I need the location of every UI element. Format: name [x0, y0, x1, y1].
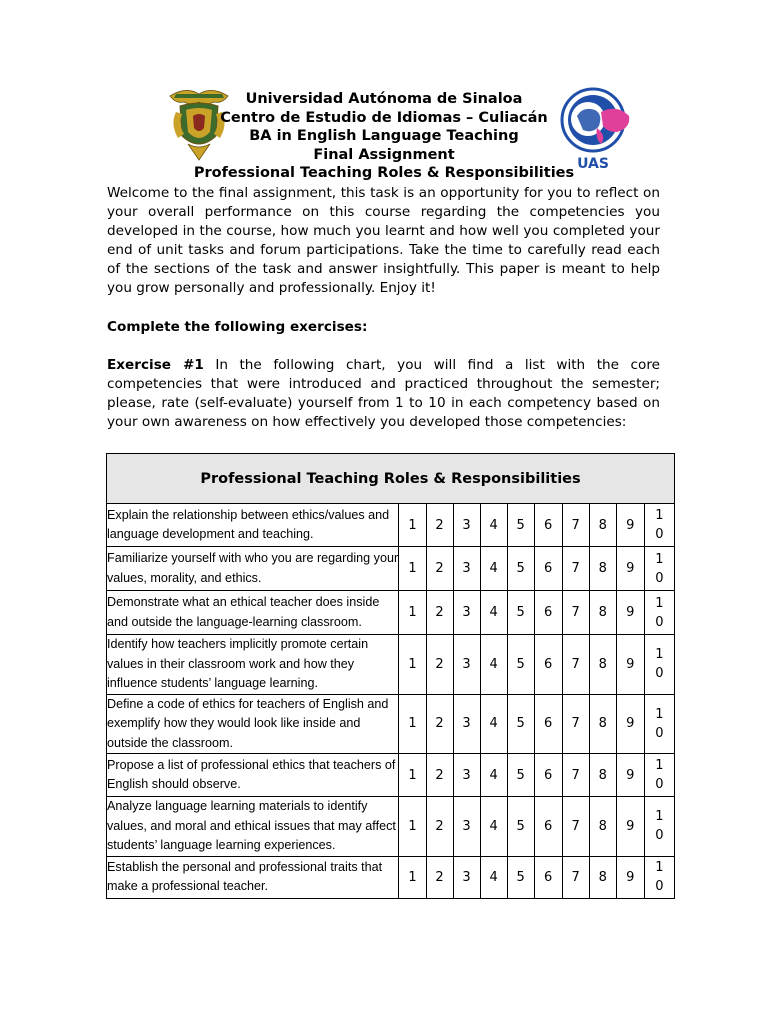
- rating-option-1[interactable]: 1: [399, 547, 426, 591]
- competency-text: Demonstrate what an ethical teacher does inside and outside the language-learning classroom.: [107, 591, 399, 635]
- rating-option-8[interactable]: 8: [589, 635, 616, 695]
- rating-option-5[interactable]: 5: [507, 547, 534, 591]
- rating-option-5[interactable]: 5: [507, 694, 534, 754]
- complete-heading: Complete the following exercises:: [107, 319, 368, 335]
- rating-option-6[interactable]: 6: [534, 754, 562, 797]
- table-row: [107, 754, 675, 797]
- header-topic: Professional Teaching Roles & Responsibilities: [193, 165, 575, 181]
- rating-option-7[interactable]: 7: [562, 797, 589, 857]
- rating-option-1[interactable]: 1: [399, 504, 426, 547]
- table-row: [107, 694, 675, 754]
- rating-option-2[interactable]: 2: [426, 797, 453, 857]
- document-header: [0, 90, 768, 183]
- rating-option-5[interactable]: 5: [507, 504, 534, 547]
- rating-option-10[interactable]: 1 0: [644, 694, 674, 754]
- rating-option-3[interactable]: 3: [453, 694, 480, 754]
- rating-option-9[interactable]: 9: [616, 591, 644, 635]
- rating-option-9[interactable]: 9: [616, 694, 644, 754]
- competency-text: Propose a list of professional ethics that teachers of English should observe.: [107, 754, 399, 797]
- table-title: Professional Teaching Roles & Responsibilities: [107, 454, 675, 504]
- rating-option-8[interactable]: 8: [589, 754, 616, 797]
- rating-option-8[interactable]: 8: [589, 591, 616, 635]
- rating-option-4[interactable]: 4: [480, 797, 507, 857]
- rating-option-2[interactable]: 2: [426, 754, 453, 797]
- rating-option-4[interactable]: 4: [480, 591, 507, 635]
- rating-option-7[interactable]: 7: [562, 856, 589, 898]
- rating-option-7[interactable]: 7: [562, 635, 589, 695]
- intro-paragraph: Welcome to the final assignment, this task is an opportunity for you to reflect on your overall performance on this course regarding the competencies you developed in the course, how much you learnt and how well you completed your end of unit tasks and forum participations. Take the time to carefully read each of the sections of the task and answer insightfully. This paper is meant to help you grow personally and professionally. Enjoy it!: [107, 185, 660, 296]
- rating-option-4[interactable]: 4: [480, 754, 507, 797]
- rating-option-4[interactable]: 4: [480, 504, 507, 547]
- rating-option-1[interactable]: 1: [399, 694, 426, 754]
- rating-option-3[interactable]: 3: [453, 591, 480, 635]
- rating-option-6[interactable]: 6: [534, 856, 562, 898]
- rating-option-10[interactable]: 1 0: [644, 797, 674, 857]
- exercise-label: Exercise #1: [107, 357, 204, 373]
- rating-option-5[interactable]: 5: [507, 635, 534, 695]
- rating-option-2[interactable]: 2: [426, 635, 453, 695]
- rating-option-5[interactable]: 5: [507, 591, 534, 635]
- header-assignment: Final Assignment: [313, 146, 455, 163]
- table-row: [107, 856, 675, 898]
- table-row: [107, 797, 675, 857]
- rating-option-3[interactable]: 3: [453, 754, 480, 797]
- rating-option-8[interactable]: 8: [589, 856, 616, 898]
- rating-option-10[interactable]: 1 0: [644, 754, 674, 797]
- table-row: [107, 504, 675, 547]
- competency-text: Identify how teachers implicitly promote certain values in their classroom work and how they influence students’ language learning.: [107, 635, 399, 695]
- rating-option-6[interactable]: 6: [534, 797, 562, 857]
- rating-option-6[interactable]: 6: [534, 547, 562, 591]
- rating-option-6[interactable]: 6: [534, 504, 562, 547]
- rating-option-4[interactable]: 4: [480, 635, 507, 695]
- exercise-text: In the following chart, you will find a list with the core competencies that were introduced and practiced throughout the semester; please, rate (self-evaluate) yourself from 1 to 10 in each competency based on your own awareness on how effectively you developed those competencies:: [107, 357, 660, 430]
- rating-option-10[interactable]: 1 0: [644, 591, 674, 635]
- rating-option-4[interactable]: 4: [480, 856, 507, 898]
- rating-option-9[interactable]: 9: [616, 635, 644, 695]
- rating-option-8[interactable]: 8: [589, 547, 616, 591]
- rating-option-8[interactable]: 8: [589, 694, 616, 754]
- rating-option-9[interactable]: 9: [616, 547, 644, 591]
- header-program: BA in English Language Teaching: [249, 128, 519, 144]
- rating-option-7[interactable]: 7: [562, 547, 589, 591]
- rating-option-10[interactable]: 1 0: [644, 856, 674, 898]
- rating-option-9[interactable]: 9: [616, 797, 644, 857]
- rating-option-7[interactable]: 7: [562, 754, 589, 797]
- rating-option-9[interactable]: 9: [616, 754, 644, 797]
- rating-option-6[interactable]: 6: [534, 635, 562, 695]
- rating-option-3[interactable]: 3: [453, 797, 480, 857]
- rating-option-5[interactable]: 5: [507, 797, 534, 857]
- table-row: [107, 547, 675, 591]
- rating-option-8[interactable]: 8: [589, 797, 616, 857]
- rating-option-3[interactable]: 3: [453, 504, 480, 547]
- rating-option-4[interactable]: 4: [480, 547, 507, 591]
- rating-option-1[interactable]: 1: [399, 591, 426, 635]
- exercise-1-paragraph: [107, 356, 660, 432]
- competency-text: Establish the personal and professional traits that make a professional teacher.: [107, 856, 399, 898]
- competency-text: Analyze language learning materials to identify values, and moral and ethical issues that may affect students’ language learning experiences.: [107, 797, 399, 857]
- uas-logo-text: UAS: [577, 156, 609, 172]
- rating-option-3[interactable]: 3: [453, 635, 480, 695]
- competency-text: Define a code of ethics for teachers of English and exemplify how they would look like inside and outside the classroom.: [107, 694, 399, 754]
- rating-option-6[interactable]: 6: [534, 694, 562, 754]
- rating-option-6[interactable]: 6: [534, 591, 562, 635]
- rating-option-3[interactable]: 3: [453, 856, 480, 898]
- rating-option-7[interactable]: 7: [562, 504, 589, 547]
- rating-option-2[interactable]: 2: [426, 547, 453, 591]
- rating-option-5[interactable]: 5: [507, 856, 534, 898]
- rating-option-2[interactable]: 2: [426, 694, 453, 754]
- header-center: Centro de Estudio de Idiomas – Culiacán: [220, 109, 548, 126]
- competency-text: Explain the relationship between ethics/values and language development and teaching.: [107, 504, 399, 547]
- rating-option-3[interactable]: 3: [453, 547, 480, 591]
- rating-option-7[interactable]: 7: [562, 591, 589, 635]
- rating-option-8[interactable]: 8: [589, 504, 616, 547]
- competency-rating-table: [106, 453, 675, 899]
- rating-option-1[interactable]: 1: [399, 856, 426, 898]
- table-row: [107, 635, 675, 695]
- rating-option-10[interactable]: 1 0: [644, 547, 674, 591]
- rating-option-1[interactable]: 1: [399, 635, 426, 695]
- rating-option-2[interactable]: 2: [426, 856, 453, 898]
- rating-option-9[interactable]: 9: [616, 856, 644, 898]
- table-row: [107, 591, 675, 635]
- rating-option-10[interactable]: 1 0: [644, 635, 674, 695]
- rating-option-10[interactable]: 1 0: [644, 504, 674, 547]
- rating-option-2[interactable]: 2: [426, 591, 453, 635]
- rating-option-5[interactable]: 5: [507, 754, 534, 797]
- header-university: Universidad Autónoma de Sinaloa: [245, 91, 523, 107]
- rating-option-1[interactable]: 1: [399, 754, 426, 797]
- competency-text: Familiarize yourself with who you are regarding your values, morality, and ethics.: [107, 547, 399, 591]
- rating-option-7[interactable]: 7: [562, 694, 589, 754]
- rating-option-9[interactable]: 9: [616, 504, 644, 547]
- rating-option-1[interactable]: 1: [399, 797, 426, 857]
- rating-option-4[interactable]: 4: [480, 694, 507, 754]
- rating-option-2[interactable]: 2: [426, 504, 453, 547]
